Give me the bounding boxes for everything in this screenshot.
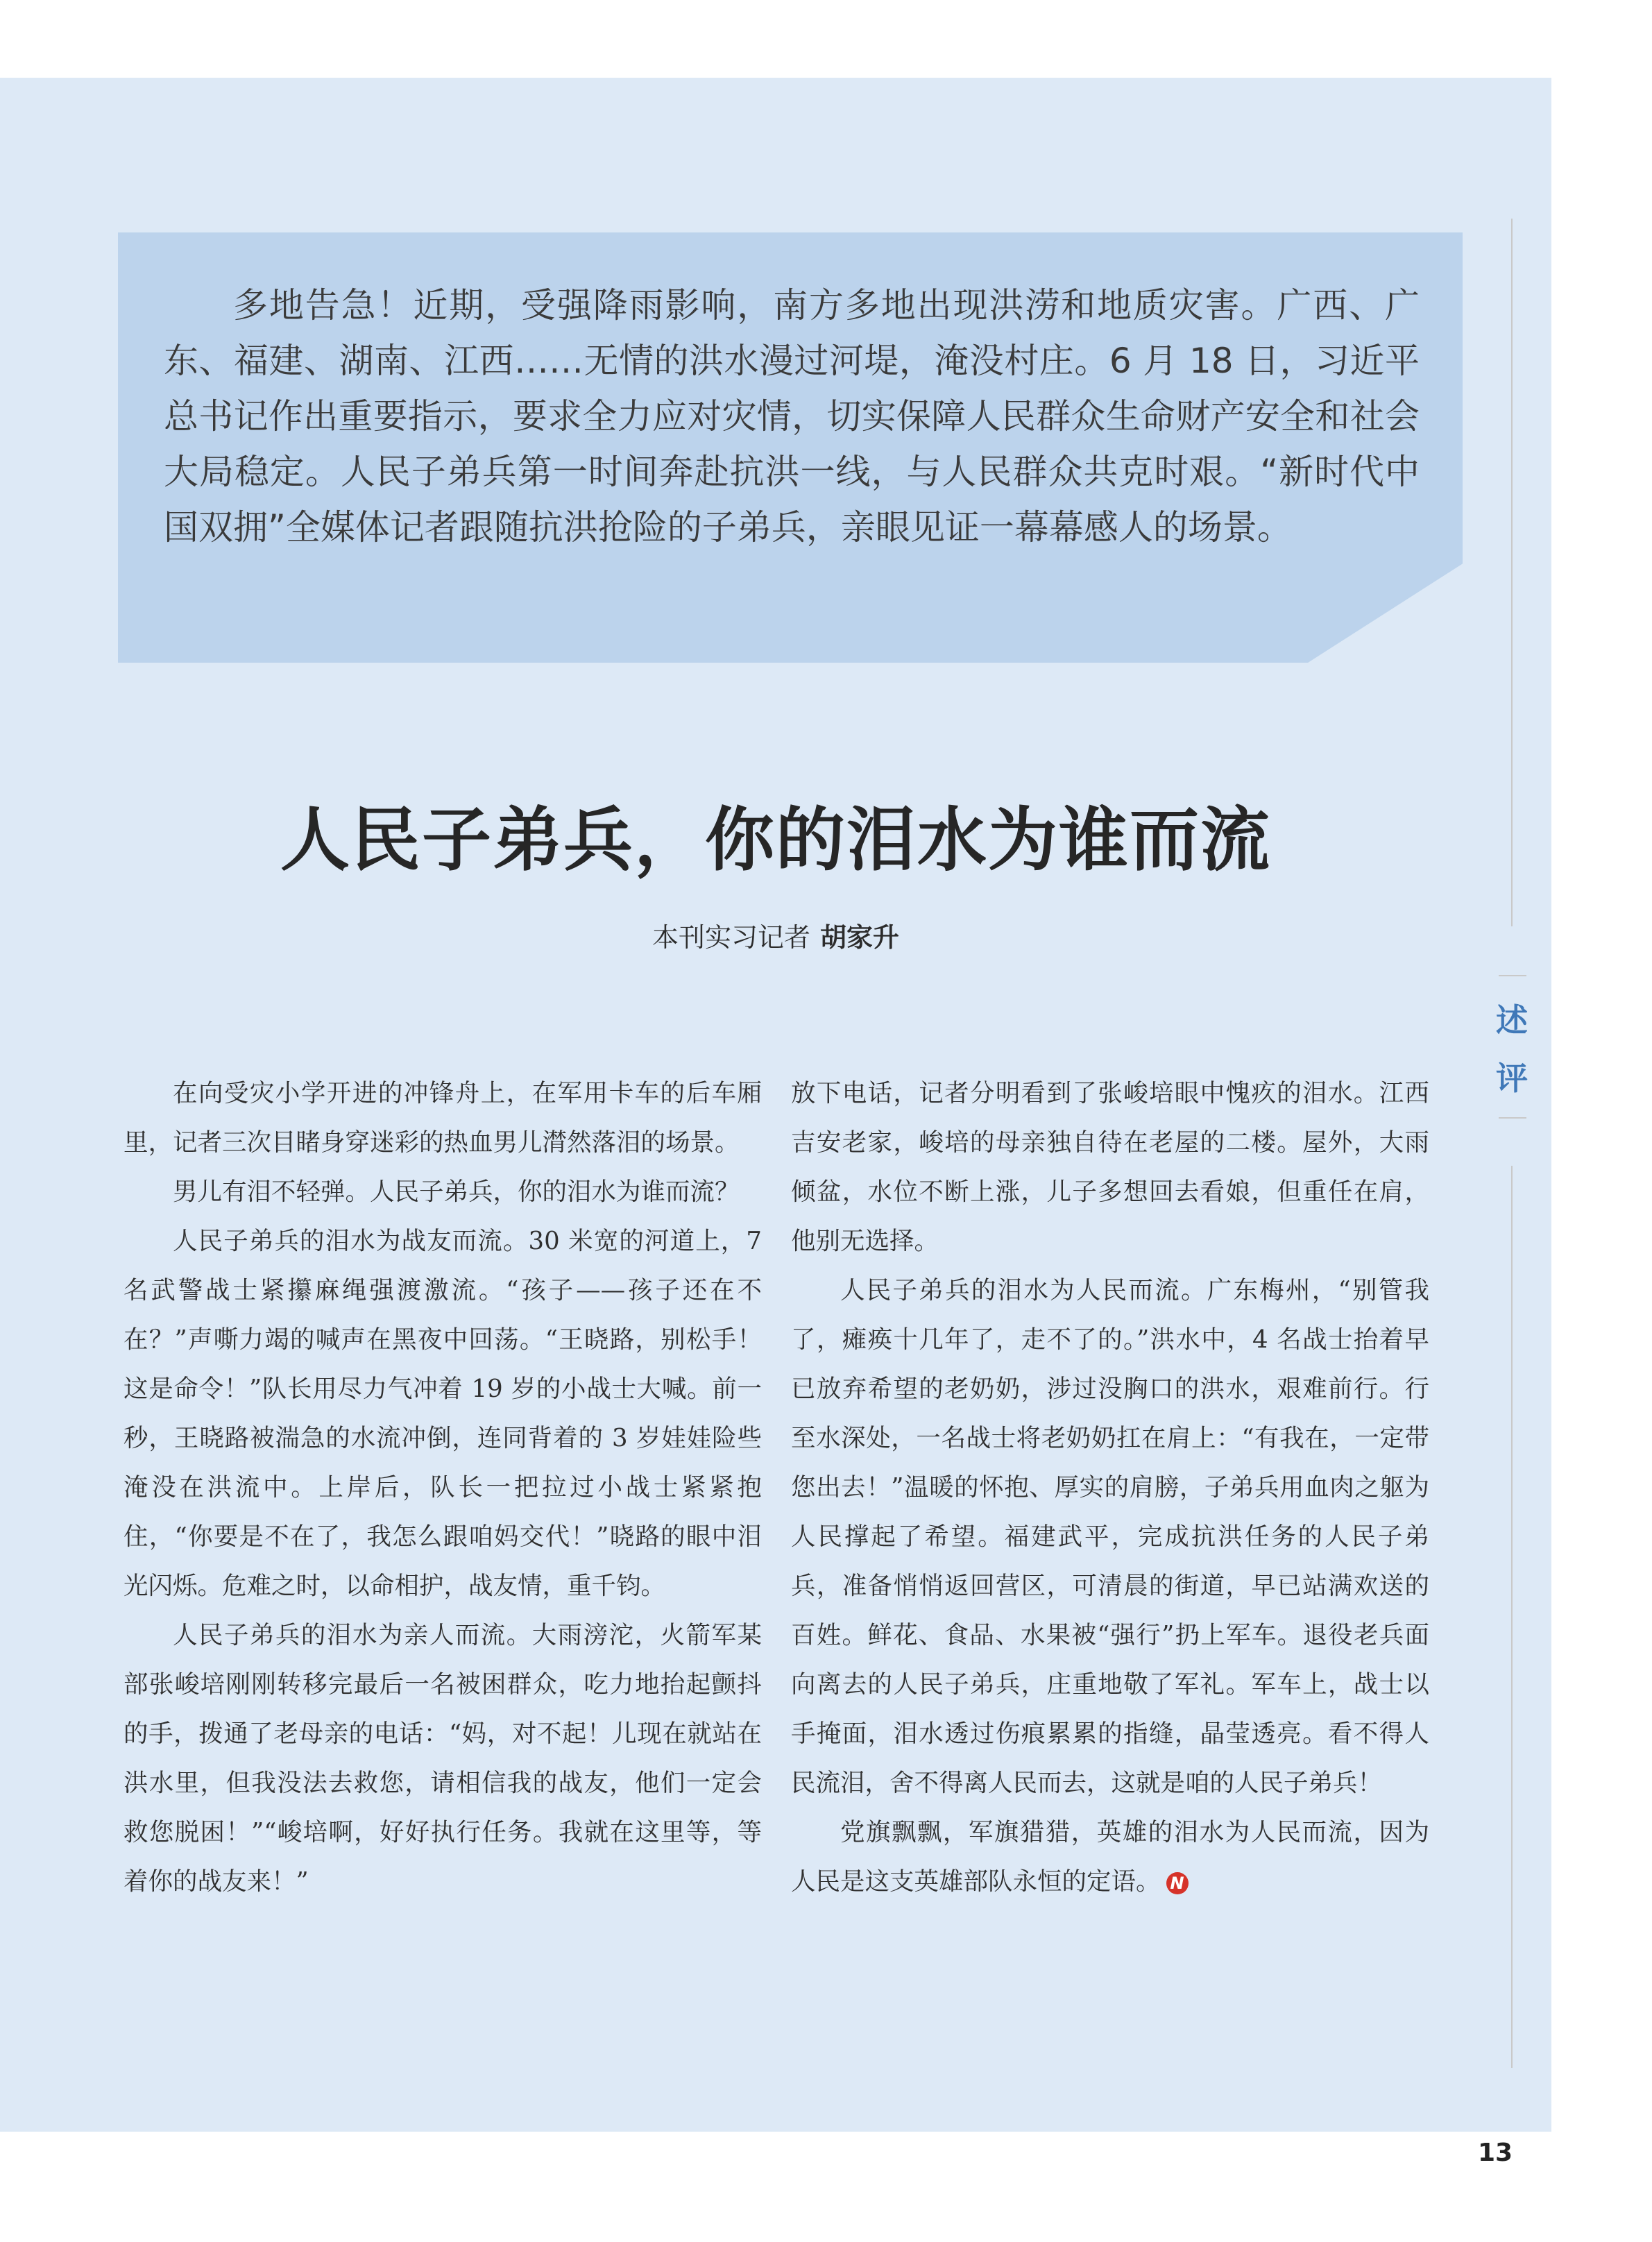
body-paragraph-last (791, 1808, 1429, 1906)
side-rule-top (1511, 219, 1513, 926)
side-rule-tick (1499, 1117, 1526, 1119)
body-paragraph-continued: 放下电话，记者分明看到了张峻培眼中愧疚的泪水。江西吉安老家，峻培的母亲独自待在老屋的二楼。屋外，大雨倾盆，水位不断上涨，儿子多想回去看娘，但重任在肩，他别无选择。 (791, 1079, 1429, 1255)
closing-text: 党旗飘飘，军旗猎猎，英雄的泪水为人民而流，因为人民是这支英雄部队永恒的定语。 (791, 1818, 1429, 1896)
lead-paragraph: 多地告急！近期，受强降雨影响，南方多地出现洪涝和地质灾害。广西、广东、福建、湖南、江西……无情的洪水漫过河堤，淹没村庄。6 月 18 日，习近平总书记作出重要指示，要求全力应对灾情，切实保障人民群众生命财产安全和社会大局稳定。人民子弟兵第一时间奔赴抗洪一线，与人民群众共克时艰。“新时代中国双拥”全媒体记者跟随抗洪抢险的子弟兵，亲眼见证一幕幕感人的场景。 (164, 285, 1420, 547)
byline-name: 胡家升 (820, 922, 900, 953)
side-rule-bottom (1511, 1166, 1513, 2068)
article-title: 人民子弟兵，你的泪水为谁而流 (280, 799, 1271, 881)
byline (0, 916, 1551, 954)
body-paragraph: 人民子弟兵的泪水为战友而流。30 米宽的河道上，7 名武警战士紧攥麻绳强渡激流。“孩子——孩子还在不在？”声嘶力竭的喊声在黑夜中回荡。“王晓路，别松手！这是命令！”队长用尽力气冲着 19 岁的小战士大喊。前一秒，王晓路被湍急的水流冲倒，连同背着的 3 岁娃娃险些淹没在洪流中。上岸后，队长一把拉过小战士紧紧抱住，“你要是不在了，我怎么跟咱妈交代！”晓路的眼中泪光闪烁。危难之时，以命相护，战友情，重千钧。 (124, 1227, 762, 1600)
section-label: 述评 (1496, 1001, 1528, 1097)
body-paragraph: 人民子弟兵的泪水为人民而流。广东梅州，“别管我了，瘫痪十几年了，走不了的。”洪水中，4 名战士抬着早已放弃希望的老奶奶，涉过没胸口的洪水，艰难前行。行至水深处，一名战士将老奶奶扛在肩上：“有我在，一定带您出去！”温暖的怀抱、厚实的肩膀，子弟兵用血肉之躯为人民撑起了希望。福建武平，完成抗洪任务的人民子弟兵，准备悄悄返回营区，可清晨的街道，早已站满欢送的百姓。鲜花、食品、水果被“强行”扔上军车。退役老兵面向离去的人民子弟兵，庄重地敬了军礼。军车上，战士以手掩面，泪水透过伤痕累累的指缝，晶莹透亮。看不得人民流泪，舍不得离人民而去，这就是咱的人民子弟兵！ (791, 1276, 1429, 1797)
end-mark-icon: N (1166, 1872, 1189, 1894)
body-column-right (791, 1069, 1429, 1906)
page-number: 13 (1478, 2139, 1513, 2167)
body-paragraph: 人民子弟兵的泪水为亲人而流。大雨滂沱，火箭军某部张峻培刚刚转移完最后一名被困群众，吃力地抬起颤抖的手，拨通了老母亲的电话：“妈，对不起！儿现在就站在洪水里，但我没法去救您，请相信我的战友，他们一定会救您脱困！”“峻培啊，好好执行任务。我就在这里等，等着你的战友来！” (124, 1621, 762, 1896)
body-paragraph: 男儿有泪不轻弹。人民子弟兵，你的泪水为谁而流？ (173, 1178, 740, 1206)
side-rule-tick (1499, 975, 1526, 976)
body-column-left (124, 1069, 762, 1906)
body-paragraph: 在向受灾小学开进的冲锋舟上，在军用卡车的后车厢里，记者三次目睹身穿迷彩的热血男儿潸然落泪的场景。 (124, 1079, 762, 1157)
byline-role: 本刊实习记者 (652, 922, 810, 953)
